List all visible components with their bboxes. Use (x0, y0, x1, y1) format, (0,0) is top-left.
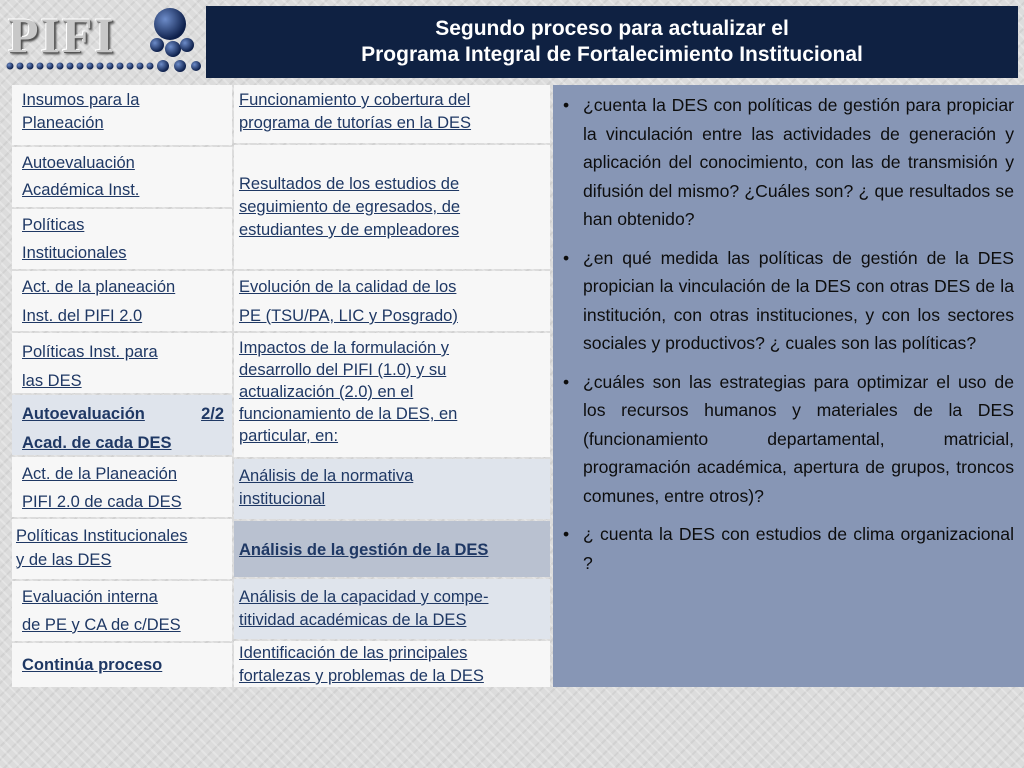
left-cell-autoevaluacion[interactable] (12, 147, 232, 207)
cell-line: Insumos para la (22, 91, 140, 109)
cell-line: fortalezas y problemas de la DES (239, 667, 484, 685)
mid-cell-calidad-pe[interactable] (234, 271, 550, 331)
title-line-2: Programa Integral de Fortalecimiento Institucional (361, 43, 863, 66)
cell-line: Análisis de la gestión de la DES (239, 541, 489, 559)
cell-line: Institucionales (22, 244, 127, 262)
cell-line: Resultados de los estudios de (239, 175, 460, 193)
cell-line: seguimiento de egresados, de (239, 198, 461, 216)
cell-line: Inst. del PIFI 2.0 (22, 307, 143, 325)
mid-cell-normativa[interactable] (234, 459, 550, 519)
cell-line: las DES (22, 372, 82, 390)
cell-line: institucional (239, 490, 326, 508)
left-cell-evaluacion-interna[interactable] (12, 581, 232, 641)
cell-line: Act. de la planeación (22, 278, 176, 296)
left-cell-act-planeacion[interactable] (12, 271, 232, 331)
continua-proceso-link[interactable] (12, 643, 232, 687)
cell-line: PIFI 2.0 de cada DES (22, 493, 182, 511)
cell-line: Evolución de la calidad de los (239, 278, 457, 296)
left-cell-autoevaluacion-des[interactable] (12, 395, 232, 455)
cell-line: y de las DES (16, 551, 112, 569)
cell-line: Identificación de las principales (239, 644, 468, 662)
questions-panel (553, 85, 1024, 687)
cell-line: Evaluación interna (22, 588, 158, 606)
cell-line: PE (TSU/PA, LIC y Posgrado) (239, 307, 458, 325)
pifi-logo (0, 0, 203, 80)
question-item: • ¿ cuenta la DES con estudios de clima organizacional ? (561, 520, 1014, 577)
cell-line: Planeación (22, 114, 104, 132)
cell-line: particular, en: (239, 427, 339, 445)
left-cell-politicas-des[interactable] (12, 333, 232, 393)
cell-line: estudiantes y de empleadores (239, 221, 460, 239)
cell-line: Análisis de la capacidad y compe- (239, 588, 489, 606)
cell-line: funcionamiento de la DES, en (239, 405, 458, 423)
mid-cell-capacidad[interactable] (234, 579, 550, 639)
cell-line: Políticas Institucionales (16, 527, 188, 545)
cell-line: programa de tutorías en la DES (239, 114, 472, 132)
logo-text: PIFI (8, 7, 116, 63)
mid-cell-fortalezas[interactable] (234, 641, 550, 687)
left-cell-politicas[interactable] (12, 209, 232, 269)
cell-line: Acad. de cada DES (22, 434, 172, 452)
cell-line: Autoevaluación (22, 154, 135, 172)
cell-line: actualización (2.0) en el (239, 383, 414, 401)
page-indicator: 2/2 (201, 405, 224, 423)
left-cell-politicas-inst-des[interactable] (12, 519, 232, 579)
cell-line: titividad académicas de la DES (239, 611, 467, 629)
questions-list (561, 91, 1014, 577)
mid-cell-impactos[interactable] (234, 333, 550, 457)
title-line-1: Segundo proceso para actualizar el (435, 17, 789, 40)
cell-line: Act. de la Planeación (22, 465, 178, 483)
cell-line: Autoevaluación (22, 405, 145, 423)
cell-line: Políticas (22, 216, 85, 234)
cell-line: Funcionamiento y cobertura del (239, 91, 471, 109)
question-item: • ¿en qué medida las políticas de gestión de la DES propician la vinculación de la DES con otras DES de la institución, con otras instituciones, y con los sectores sociales y productivos? ¿ cuales son las políticas? (561, 244, 1014, 358)
cell-line: Académica Inst. (22, 181, 140, 199)
left-cell-insumos[interactable] (12, 85, 232, 145)
cell-line: Políticas Inst. para (22, 343, 158, 361)
cell-line: Análisis de la normativa (239, 467, 414, 485)
mid-cell-tutorias[interactable] (234, 85, 550, 143)
cell-line: desarrollo del PIFI (1.0) y su (239, 361, 447, 379)
mid-cell-seguimiento[interactable] (234, 145, 550, 269)
left-cell-act-planeacion-des[interactable] (12, 457, 232, 517)
mid-cell-gestion[interactable] (234, 521, 550, 577)
cell-line: de PE y CA de c/DES (22, 616, 181, 634)
cell-line: Continúa proceso (22, 656, 163, 674)
question-item: • ¿cuáles son las estrategias para optimizar el uso de los recursos humanos y materiales de la DES (funcionamiento departamental, matricial, programación académica, apertura de grupos, troncos comunes, entre otros)? (561, 368, 1014, 511)
cell-line: Impactos de la formulación y (239, 339, 450, 357)
question-item: • ¿cuenta la DES con políticas de gestión para propiciar la vinculación entre las actividades de generación y aplicación del conocimiento, con las de transmisión y difusión del mismo? ¿Cuáles son? ¿ que resultados se han obtenido? (561, 91, 1014, 234)
title-bar (206, 6, 1018, 78)
cell-line-row (22, 400, 224, 429)
